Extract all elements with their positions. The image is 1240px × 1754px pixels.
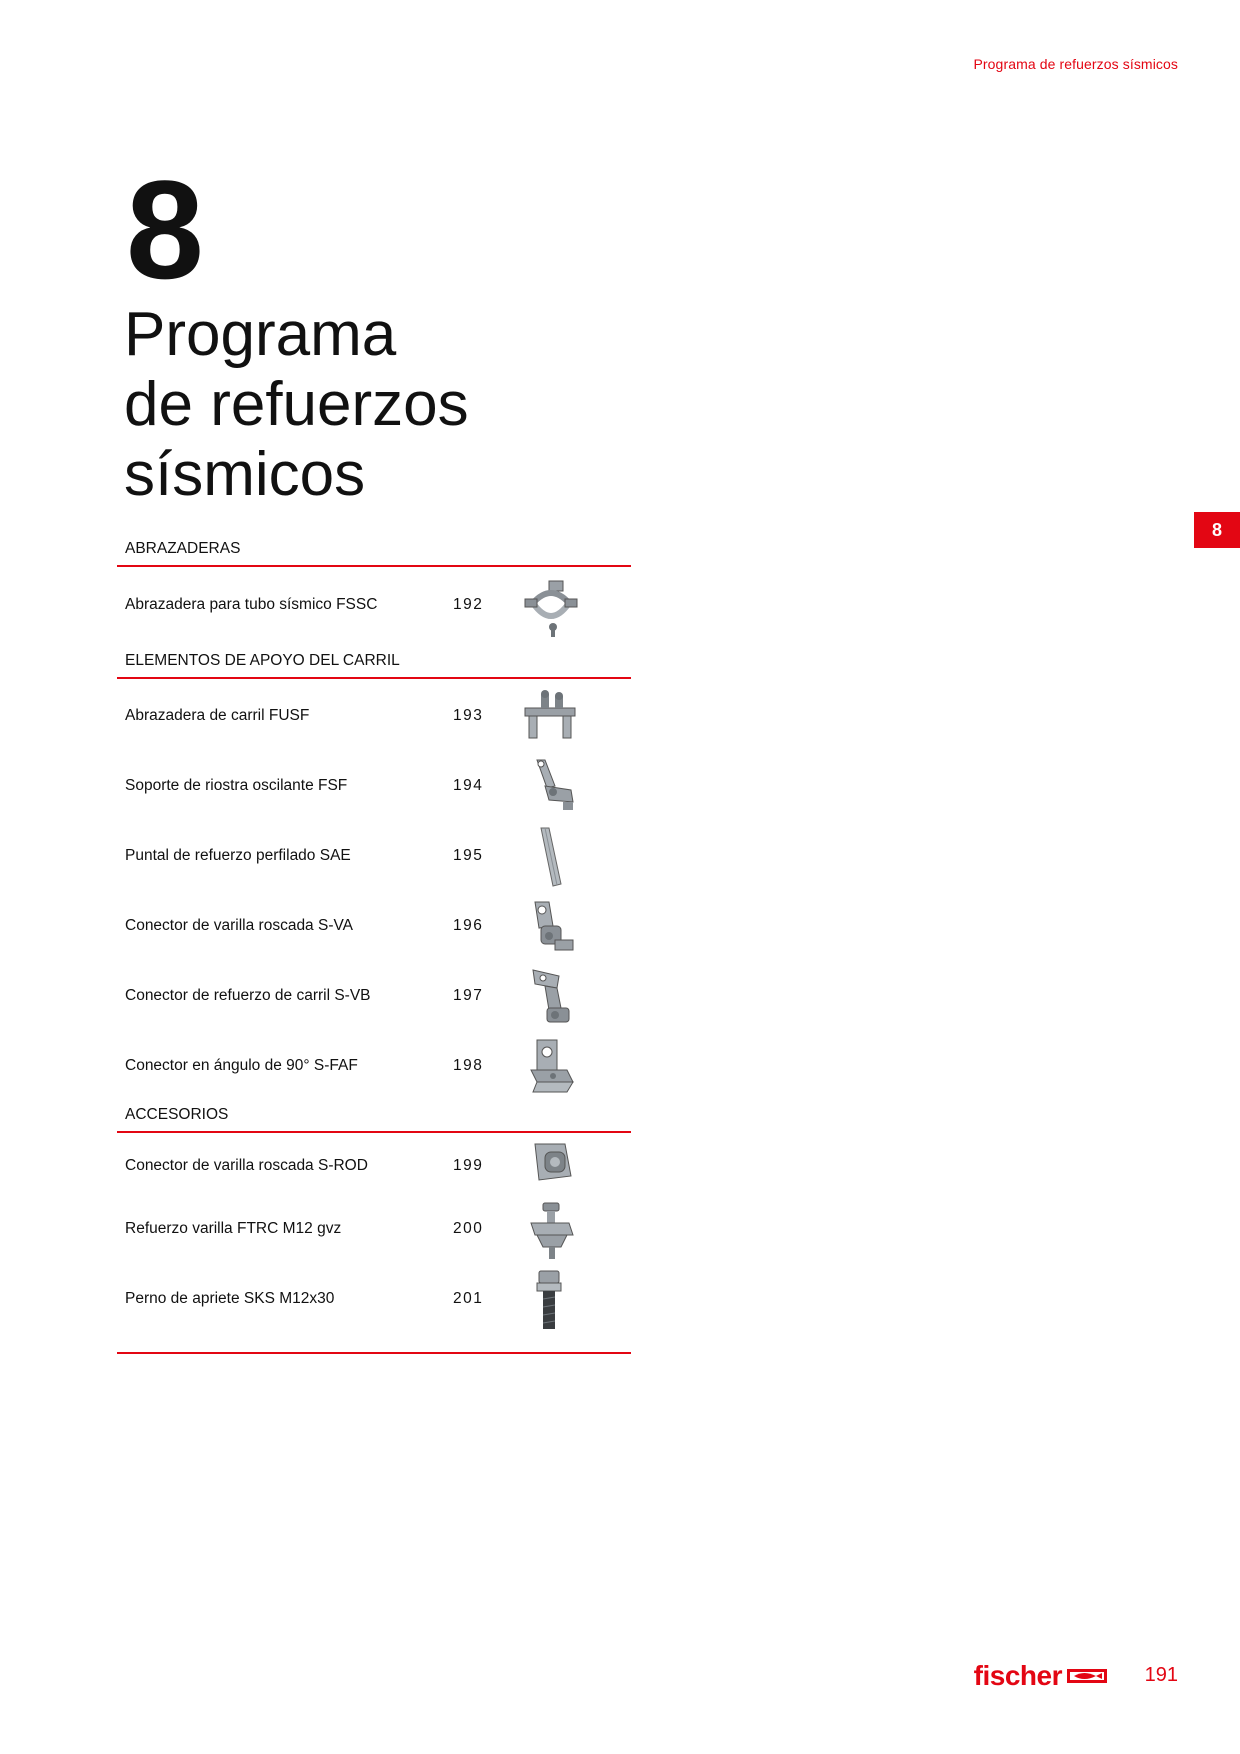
- toc-entry[interactable]: [117, 756, 631, 816]
- chapter-title-line: de refuerzos: [124, 370, 469, 439]
- section-divider: [117, 1131, 631, 1133]
- toc-entry-page[interactable]: 197: [453, 987, 484, 1004]
- chapter-title-line: sísmicos: [124, 440, 366, 509]
- toc-entry-page[interactable]: 198: [453, 1057, 484, 1074]
- section-heading: ABRAZADERAS: [125, 540, 241, 557]
- page-number: 191: [1144, 1664, 1178, 1686]
- toc-entry-label: Perno de apriete SKS M12x30: [125, 1290, 335, 1307]
- swivel-brace-icon: [515, 756, 585, 822]
- toc-entry-page[interactable]: 200: [453, 1220, 484, 1237]
- toc-entry[interactable]: [117, 1199, 631, 1259]
- toc-entry-label: Abrazadera de carril FUSF: [125, 707, 310, 724]
- section-heading: ELEMENTOS DE APOYO DEL CARRIL: [125, 652, 400, 669]
- toc-entry-page[interactable]: 192: [453, 596, 484, 613]
- rod-connector-icon: [515, 896, 585, 962]
- toc-entry[interactable]: [117, 1036, 631, 1096]
- rail-clamp-icon: [515, 686, 585, 752]
- running-header: Programa de refuerzos sísmicos: [973, 56, 1178, 72]
- clamping-bolt-icon: [515, 1269, 585, 1335]
- toc-entry-label: Conector de varilla roscada S-ROD: [125, 1157, 368, 1174]
- section-divider: [117, 677, 631, 679]
- toc-entry-label: Conector de refuerzo de carril S-VB: [125, 987, 371, 1004]
- angle-connector-icon: [515, 1036, 585, 1102]
- toc-entry-label: Soporte de riostra oscilante FSF: [125, 777, 348, 794]
- toc-entry[interactable]: [117, 1269, 631, 1329]
- toc-entry-page[interactable]: 193: [453, 707, 484, 724]
- brace-strut-icon: [515, 826, 585, 892]
- toc-entry-label: Conector de varilla roscada S-VA: [125, 917, 354, 934]
- toc-entry-label: Puntal de refuerzo perfilado SAE: [125, 847, 351, 864]
- toc-entry[interactable]: [117, 826, 631, 886]
- toc-entry[interactable]: [117, 966, 631, 1026]
- pipe-clamp-icon: [515, 575, 585, 641]
- toc-end-divider: [117, 1352, 631, 1354]
- rod-stiffener-icon: [515, 1199, 585, 1265]
- toc-entry-label: Abrazadera para tubo sísmico FSSC: [125, 596, 378, 613]
- brand-wordmark: fischer: [973, 1660, 1062, 1691]
- toc-entry-page[interactable]: 199: [453, 1157, 484, 1174]
- toc-entry[interactable]: [117, 686, 631, 746]
- toc-entry[interactable]: [117, 575, 631, 635]
- toc-entry-page[interactable]: 201: [453, 1290, 484, 1307]
- chapter-number: 8: [126, 151, 204, 308]
- fish-logo-icon: [1066, 1667, 1108, 1685]
- toc-entry-page[interactable]: 194: [453, 777, 484, 794]
- section-heading: ACCESORIOS: [125, 1106, 229, 1123]
- chapter-title: [124, 300, 469, 510]
- chapter-title-line: Programa: [124, 300, 397, 369]
- toc-entry[interactable]: [117, 896, 631, 956]
- rod-clip-icon: [515, 1136, 585, 1202]
- rail-brace-connector-icon: [515, 966, 585, 1032]
- toc-entry-label: Conector en ángulo de 90° S-FAF: [125, 1057, 358, 1074]
- toc-entry-page[interactable]: 196: [453, 917, 484, 934]
- toc-entry-page[interactable]: 195: [453, 847, 484, 864]
- chapter-tab[interactable]: 8: [1194, 512, 1240, 548]
- toc-entry-label: Refuerzo varilla FTRC M12 gvz: [125, 1220, 342, 1237]
- brand-logo: [974, 1660, 1108, 1692]
- section-divider: [117, 565, 631, 567]
- toc-entry[interactable]: [117, 1136, 631, 1196]
